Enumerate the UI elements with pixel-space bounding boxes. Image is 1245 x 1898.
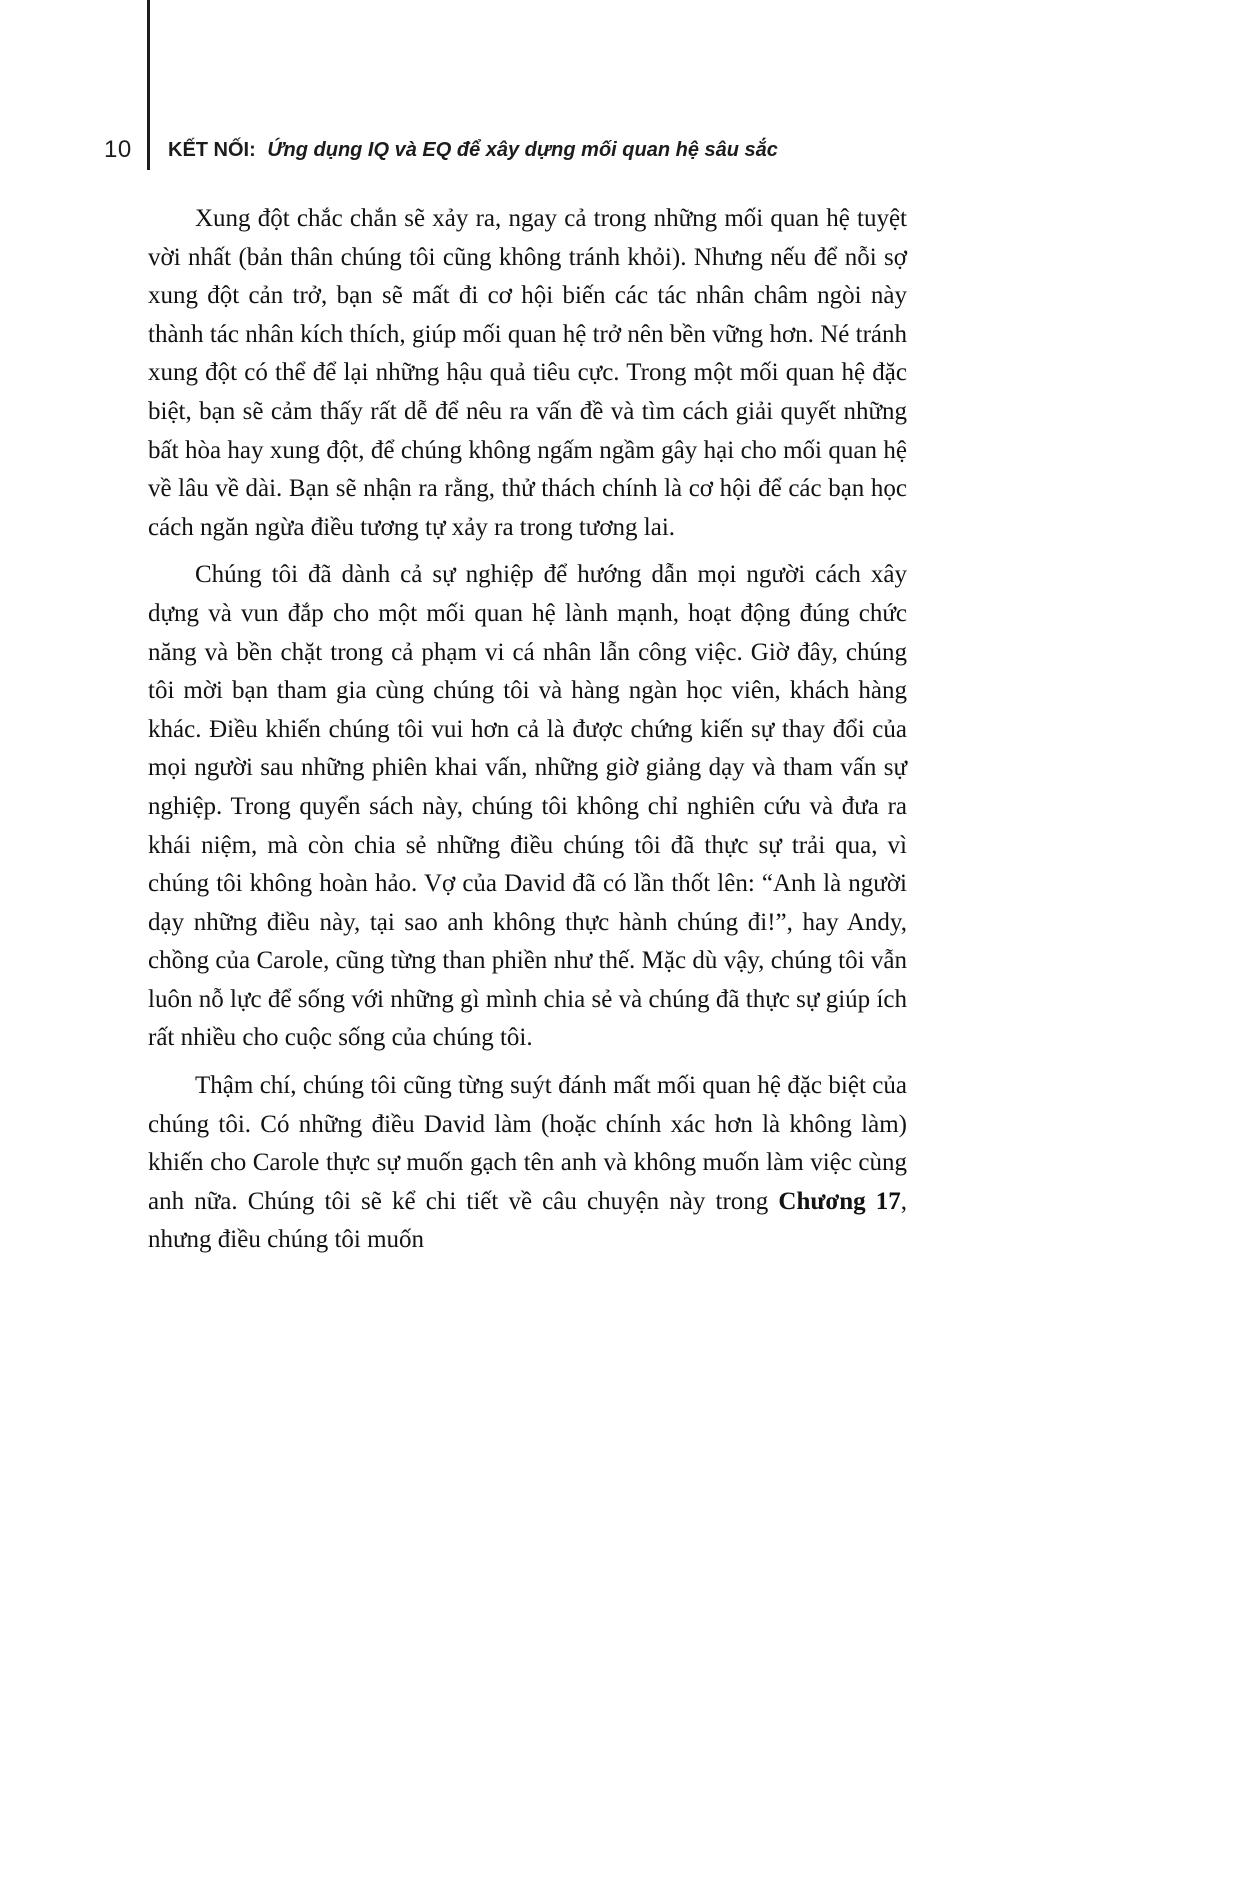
running-header-title [168, 139, 778, 162]
running-header [0, 134, 1245, 168]
page-body [148, 200, 907, 1269]
body-paragraph-2: Chúng tôi đã dành cả sự nghiệp để hướng dẫn mọi người cách xây dựng và vun đắp cho một mối quan hệ lành mạnh, hoạt động đúng chức năng và bền chặt trong cả phạm vi cá nhân lẫn công việc. Giờ đây, chúng tôi mời bạn tham gia cùng chúng tôi và hàng ngàn học viên, khách hàng khác. Điều khiến chúng tôi vui hơn cả là được chứng kiến sự thay đổi của mọi người sau những phiên khai vấn, những giờ giảng dạy và tham vấn sự nghiệp. Trong quyển sách này, chúng tôi không chỉ nghiên cứu và đưa ra khái niệm, mà còn chia sẻ những điều chúng tôi đã thực sự trải qua, vì chúng tôi không hoàn hảo. Vợ của David đã có lần thốt lên: “Anh là người dạy những điều này, tại sao anh không thực hành chúng đi!”, hay Andy, chồng của Carole, cũng từng than phiền như thế. Mặc dù vậy, chúng tôi vẫn luôn nỗ lực để sống với những gì mình chia sẻ và chúng đã thực sự giúp ích rất nhiều cho cuộc sống của chúng tôi. [148, 561, 907, 1052]
page-number: 10 [104, 136, 132, 163]
body-paragraph-1: Xung đột chắc chắn sẽ xảy ra, ngay cả trong những mối quan hệ tuyệt vời nhất (bản thân chúng tôi cũng không tránh khỏi). Nhưng nếu để nỗi sợ xung đột cản trở, bạn sẽ mất đi cơ hội biến các tác nhân châm ngòi này thành tác nhân kích thích, giúp mối quan hệ trở nên bền vững hơn. Né tránh xung đột có thể để lại những hậu quả tiêu cực. Trong một mối quan hệ đặc biệt, bạn sẽ cảm thấy rất dễ để nêu ra vấn đề và tìm cách giải quyết những bất hòa hay xung đột, để chúng không ngấm ngầm gây hại cho mối quan hệ về lâu về dài. Bạn sẽ nhận ra rằng, thử thách chính là cơ hội để các bạn học cách ngăn ngừa điều tương tự xảy ra trong tương lai. [148, 205, 907, 541]
body-paragraph-3-text: Thậm chí, chúng tôi cũng từng suýt đánh mất mối quan hệ đặc biệt của chúng tôi. Có những điều David làm (hoặc chính xác hơn là không làm) khiến cho Carole thực sự muốn gạch tên anh và không muốn làm việc cùng anh nữa. Chúng tôi sẽ kể chi tiết về câu chuyện này trong [148, 1072, 907, 1215]
body-paragraph-3-text-continued: , nhưng điều chúng tôi muốn [148, 1187, 907, 1254]
book-subtitle-italic: Ứng dụng IQ và EQ để xây dựng mối quan hệ sâu sắc [267, 139, 778, 161]
book-title-bold: KẾT NỐI: [168, 139, 256, 161]
chapter-reference-bold: Chương 17 [778, 1187, 901, 1215]
body-paragraph-3 [148, 1067, 907, 1260]
